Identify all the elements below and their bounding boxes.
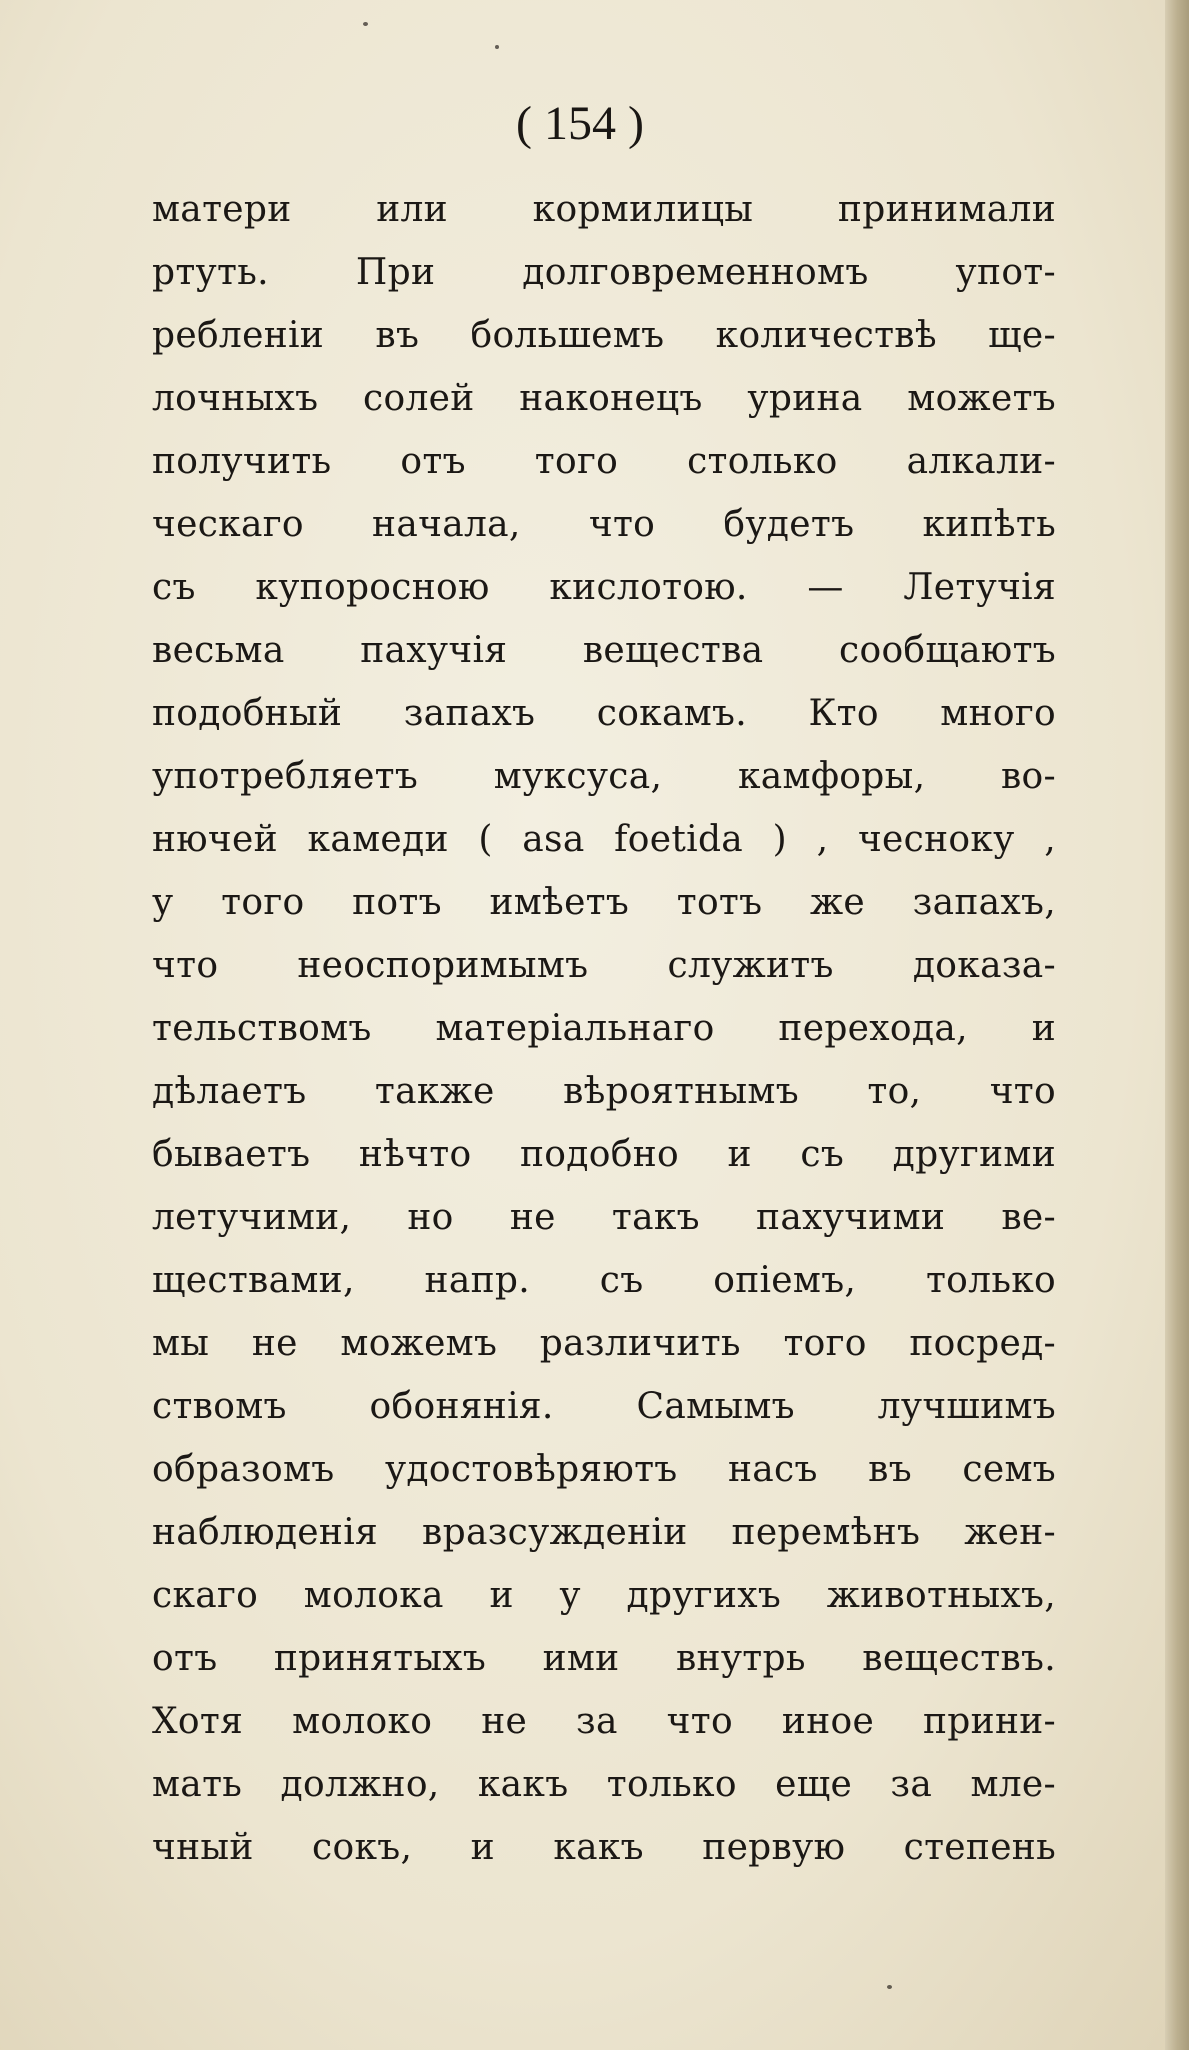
text-line: мать должно, какъ только еще за мле- (152, 1764, 1056, 1805)
text-line: ствомъ обонянія. Самымъ лучшимъ (152, 1386, 1056, 1427)
text-line: подобный запахъ сокамъ. Кто много (152, 693, 1056, 734)
text-line: ртуть. При долговременномъ упот- (152, 252, 1056, 293)
text-line: получить отъ того столько алкали- (152, 441, 1056, 482)
text-line: у того потъ имѣетъ тотъ же запахъ, (152, 882, 1056, 923)
text-line: отъ принятыхъ ими внутрь веществъ. (152, 1638, 1056, 1679)
ink-speck (363, 22, 368, 26)
text-line: ществами, напр. съ опіемъ, только (152, 1260, 1056, 1301)
text-line: скаго молока и у другихъ животныхъ, (152, 1575, 1056, 1616)
text-line: наблюденія вразсужденіи перемѣнъ жен- (152, 1512, 1056, 1553)
ink-speck (495, 45, 499, 49)
text-line: лочныхъ солей наконецъ урина можетъ (152, 378, 1056, 419)
text-line: ческаго начала, что будетъ кипѣть (152, 504, 1056, 545)
text-line: бываетъ нѣчто подобно и съ другими (152, 1134, 1056, 1175)
page-number: ( 154 ) (516, 97, 644, 150)
text-line: матери или кормилицы принимали (152, 189, 1056, 230)
text-line: мы не можемъ различить того посред- (152, 1323, 1056, 1364)
text-line: чный сокъ, и какъ первую степень (152, 1827, 1056, 1868)
text-line: ребленіи въ большемъ количествѣ ще- (152, 315, 1056, 356)
text-line: употребляетъ муксуса, камфоры, во- (152, 756, 1056, 797)
text-line: нючей камеди ( asa foetida ) , чесноку , (152, 819, 1056, 860)
text-line: Хотя молоко не за что иное прини- (152, 1701, 1056, 1742)
text-line: что неоспоримымъ служитъ доказа- (152, 945, 1056, 986)
ink-speck (887, 1985, 892, 1989)
text-line: весьма пахучія вещества сообщаютъ (152, 630, 1056, 671)
text-line: дѣлаетъ также вѣроятнымъ то, что (152, 1071, 1056, 1112)
body-text (152, 178, 1056, 1879)
text-line: тельствомъ матеріальнаго перехода, и (152, 1008, 1056, 1049)
page-edge (1165, 0, 1189, 2050)
text-line: съ купоросною кислотою. — Летучія (152, 567, 1056, 608)
text-line: образомъ удостовѣряютъ насъ въ семъ (152, 1449, 1056, 1490)
text-line: летучими, но не такъ пахучими ве- (152, 1197, 1056, 1238)
